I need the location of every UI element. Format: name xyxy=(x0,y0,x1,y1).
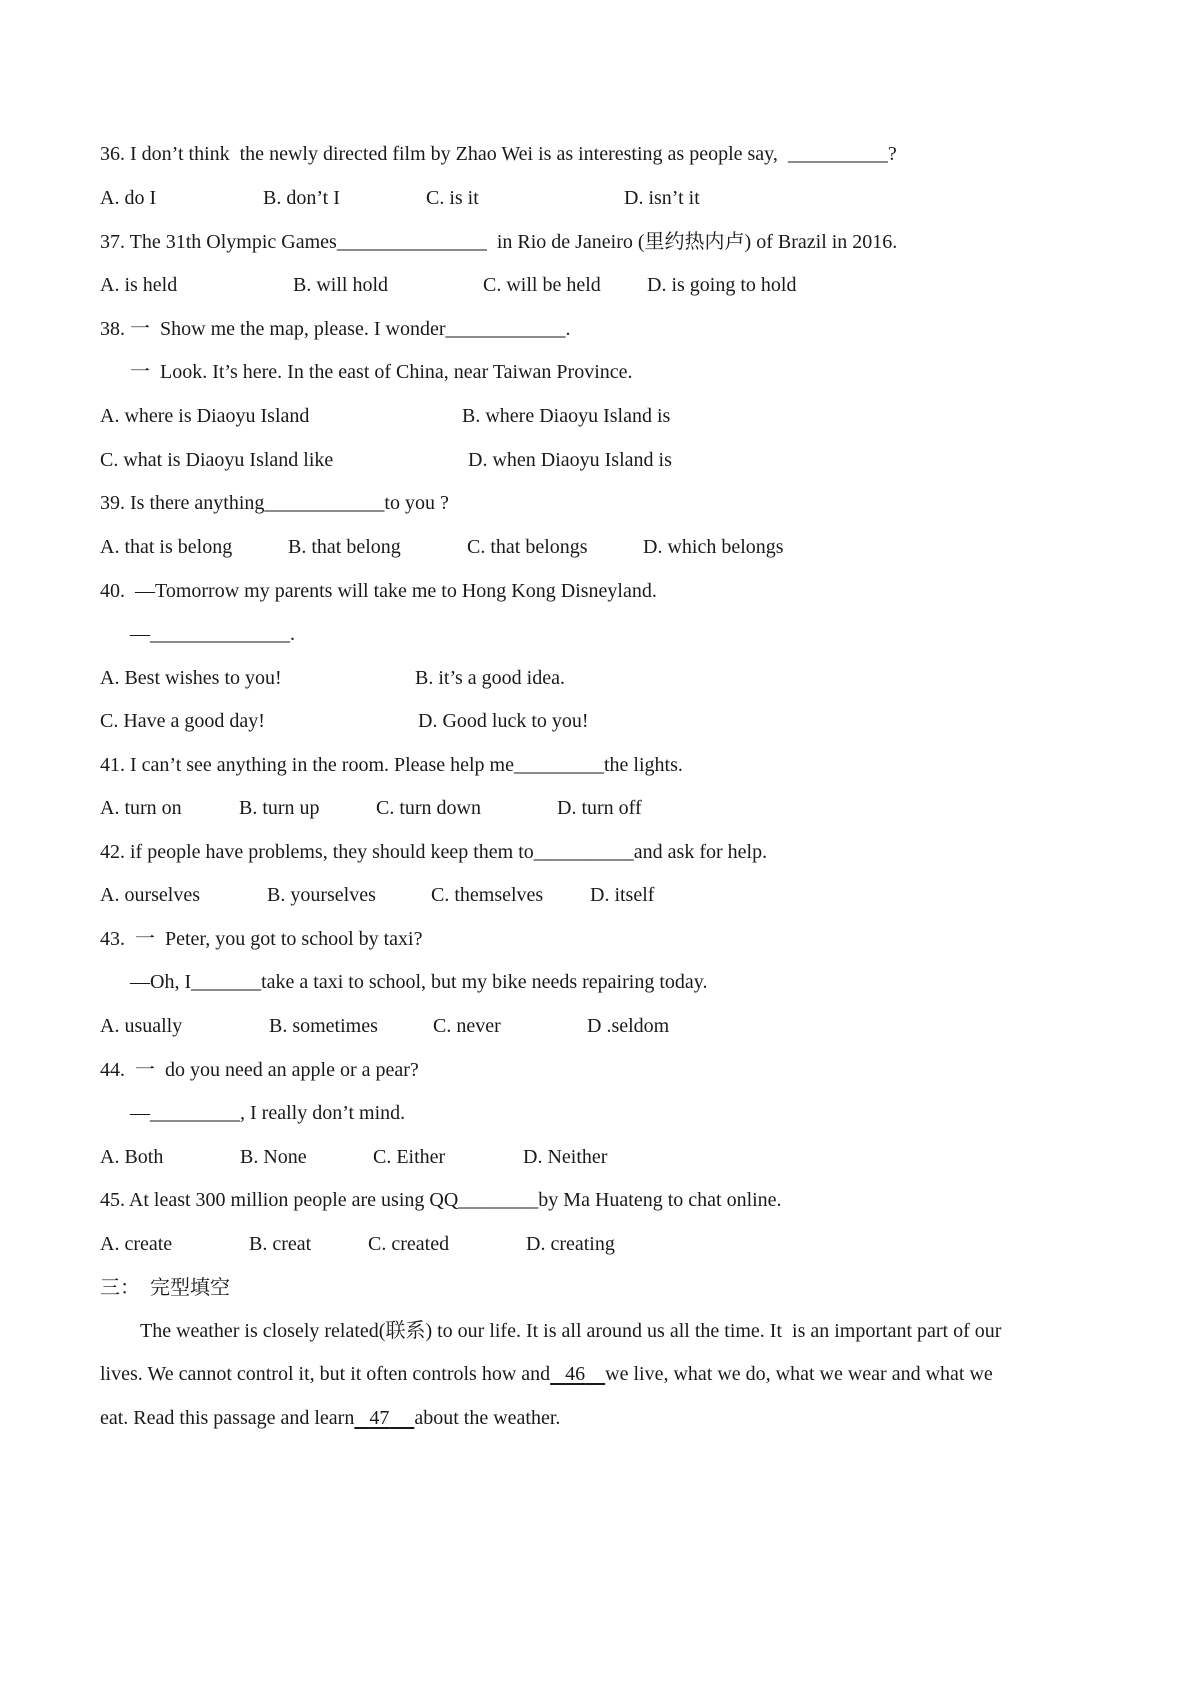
cloze-paragraph-line-2 xyxy=(100,1362,993,1386)
question-37-option-a: A. is held xyxy=(100,274,178,296)
question-41-option-c: C. turn down xyxy=(376,797,481,819)
blank-47-number: 47 xyxy=(369,1407,390,1429)
question-36-option-d: D. isn’t it xyxy=(624,187,700,209)
question-36-stem: 36. I don’t think the newly directed film by Zhao Wei is as interesting as people say, __________? xyxy=(100,143,897,165)
question-37-option-b: B. will hold xyxy=(293,274,389,296)
question-43-reply: —Oh, I_______take a taxi to school, but my bike needs repairing today. xyxy=(130,971,708,993)
question-40-option-d: D. Good luck to you! xyxy=(418,710,589,732)
question-42-option-c: C. themselves xyxy=(431,884,544,906)
question-39-stem: 39. Is there anything____________to you ? xyxy=(100,492,449,514)
question-36-option-a: A. do I xyxy=(100,187,157,209)
cloze-line-2-start: lives. We cannot control it, but it often controls how and xyxy=(100,1363,551,1385)
question-39-option-a: A. that is belong xyxy=(100,536,233,558)
question-41-option-d: D. turn off xyxy=(557,797,642,819)
question-39-option-b: B. that belong xyxy=(288,536,401,558)
question-45-option-b: B. creat xyxy=(249,1233,312,1255)
question-36-option-b: B. don’t I xyxy=(263,187,340,209)
question-40-stem: 40. —Tomorrow my parents will take me to Hong Kong Disneyland. xyxy=(100,580,657,602)
question-44-option-c: C. Either xyxy=(373,1146,446,1168)
question-43-option-a: A. usually xyxy=(100,1015,183,1037)
question-39-option-c: C. that belongs xyxy=(467,536,588,558)
question-37-option-c: C. will be held xyxy=(483,274,601,296)
question-44-reply: —_________, I really don’t mind. xyxy=(130,1102,406,1124)
section-3-heading: 三： 完型填空 xyxy=(100,1277,230,1299)
question-38-reply: 一 Look. It’s here. In the east of China, near Taiwan Province. xyxy=(130,361,633,383)
question-43-option-c: C. never xyxy=(433,1015,501,1037)
question-43-option-d: D .seldom xyxy=(587,1015,670,1037)
question-40-option-c: C. Have a good day! xyxy=(100,710,265,732)
question-39-option-d: D. which belongs xyxy=(643,536,784,558)
question-45-option-d: D. creating xyxy=(526,1233,615,1255)
blank-47 xyxy=(354,1407,414,1429)
question-43-stem: 43. 一 Peter, you got to school by taxi? xyxy=(100,928,423,950)
question-42-option-b: B. yourselves xyxy=(267,884,376,906)
blank-46 xyxy=(550,1363,605,1385)
question-41-stem: 41. I can’t see anything in the room. Please help me_________the lights. xyxy=(100,754,683,776)
cloze-line-3-start: eat. Read this passage and learn xyxy=(100,1407,355,1429)
question-41-option-a: A. turn on xyxy=(100,797,182,819)
question-38-option-c: C. what is Diaoyu Island like xyxy=(100,449,334,471)
cloze-line-2-end: we live, what we do, what we wear and what we xyxy=(605,1363,993,1385)
question-38-option-a: A. where is Diaoyu Island xyxy=(100,405,310,427)
question-43-option-b: B. sometimes xyxy=(269,1015,378,1037)
question-45-stem: 45. At least 300 million people are using QQ________by Ma Huateng to chat online. xyxy=(100,1189,782,1211)
question-40-option-b: B. it’s a good idea. xyxy=(415,667,565,689)
question-41-option-b: B. turn up xyxy=(239,797,320,819)
question-44-option-a: A. Both xyxy=(100,1146,164,1168)
cloze-line-3-end: about the weather. xyxy=(414,1407,561,1429)
question-42-option-d: D. itself xyxy=(590,884,655,906)
cloze-paragraph-line-3 xyxy=(100,1406,560,1430)
question-42-option-a: A. ourselves xyxy=(100,884,200,906)
question-38-stem: 38. 一 Show me the map, please. I wonder____________. xyxy=(100,318,571,340)
cloze-paragraph-line-1: The weather is closely related(联系) to our life. It is all around us all the time. It is an important part of our xyxy=(140,1320,1002,1342)
question-38-option-b: B. where Diaoyu Island is xyxy=(462,405,671,427)
blank-46-number: 46 xyxy=(565,1363,586,1385)
question-45-option-a: A. create xyxy=(100,1233,173,1255)
question-37-stem: 37. The 31th Olympic Games_______________ in Rio de Janeiro (里约热内卢) of Brazil in 2016. xyxy=(100,231,898,253)
question-45-option-c: C. created xyxy=(368,1233,450,1255)
question-40-reply: —______________. xyxy=(130,623,295,645)
question-44-option-b: B. None xyxy=(240,1146,307,1168)
question-42-stem: 42. if people have problems, they should keep them to__________and ask for help. xyxy=(100,841,768,863)
question-44-stem: 44. 一 do you need an apple or a pear? xyxy=(100,1059,419,1081)
question-40-option-a: A. Best wishes to you! xyxy=(100,667,282,689)
question-37-option-d: D. is going to hold xyxy=(647,274,797,296)
question-38-option-d: D. when Diaoyu Island is xyxy=(468,449,672,471)
question-44-option-d: D. Neither xyxy=(523,1146,608,1168)
question-36-option-c: C. is it xyxy=(426,187,479,209)
